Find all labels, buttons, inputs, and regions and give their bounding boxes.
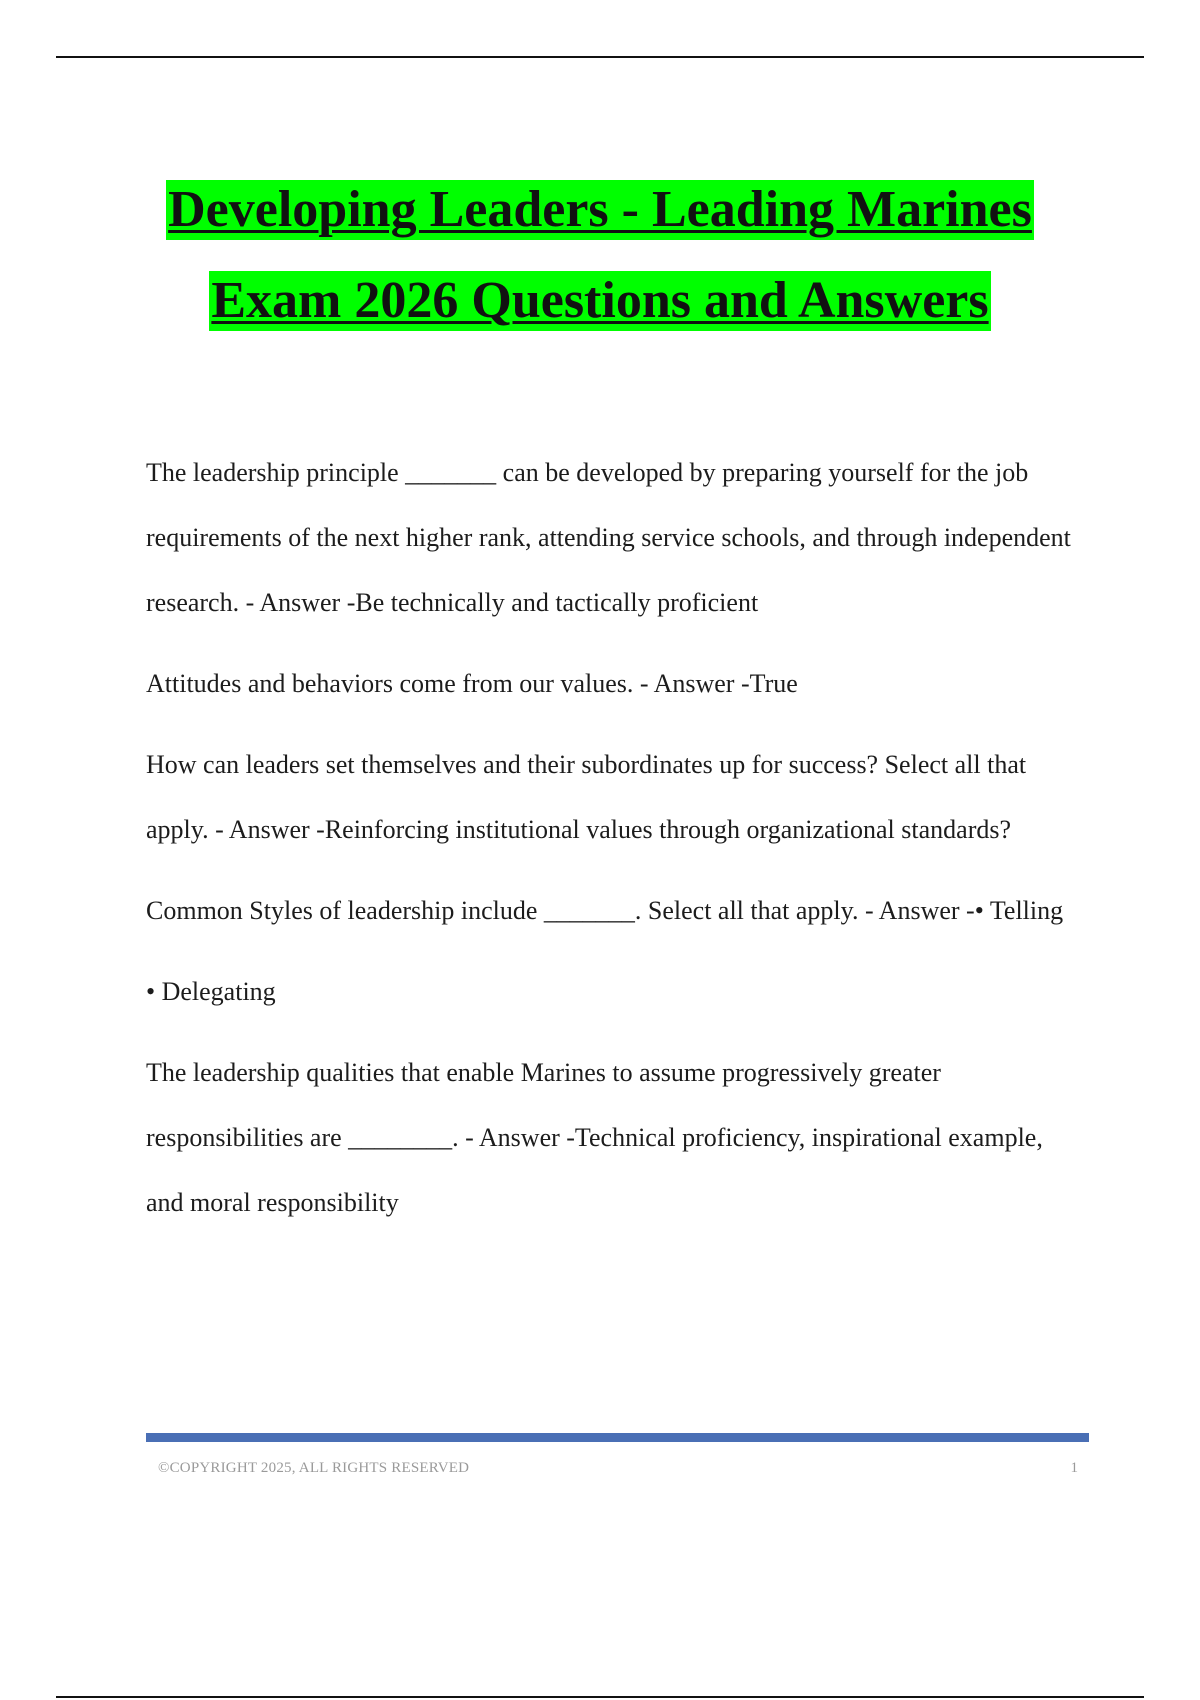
title-text-line-1: Developing Leaders - Leading Marines	[168, 181, 1032, 238]
title-line-1	[0, 176, 1200, 267]
title-line-2	[0, 267, 1200, 358]
question-answer-list	[146, 440, 1076, 1251]
bottom-rule	[56, 1696, 1144, 1698]
title-text-line-2: Exam 2026 Questions and Answers	[211, 272, 989, 329]
top-rule	[56, 56, 1144, 58]
footer-copyright: ©COPYRIGHT 2025, ALL RIGHTS RESERVED	[158, 1460, 470, 1476]
page-number: 1	[1070, 1460, 1078, 1476]
qa-paragraph: The leadership principle _______ can be developed by preparing yourself for the job requirements of the next higher rank, attending service schools, and through independent research. - Answer -Be technically and tactically proficient	[146, 458, 1071, 617]
qa-paragraph: Attitudes and behaviors come from our values. - Answer -True	[146, 669, 798, 698]
footer-bar	[146, 1433, 1089, 1442]
qa-paragraph: Common Styles of leadership include _______. Select all that apply. - Answer -• Telling	[146, 896, 1064, 925]
document-title	[0, 176, 1200, 358]
qa-paragraph: How can leaders set themselves and their subordinates up for success? Select all that apply. - Answer -Reinforcing institutional values through organizational standards?	[146, 750, 1027, 844]
qa-paragraph: The leadership qualities that enable Marines to assume progressively greater responsibilities are ________. - Answer -Technical proficiency, inspirational example, and moral responsibility	[146, 1058, 1043, 1217]
qa-paragraph: • Delegating	[146, 977, 276, 1006]
